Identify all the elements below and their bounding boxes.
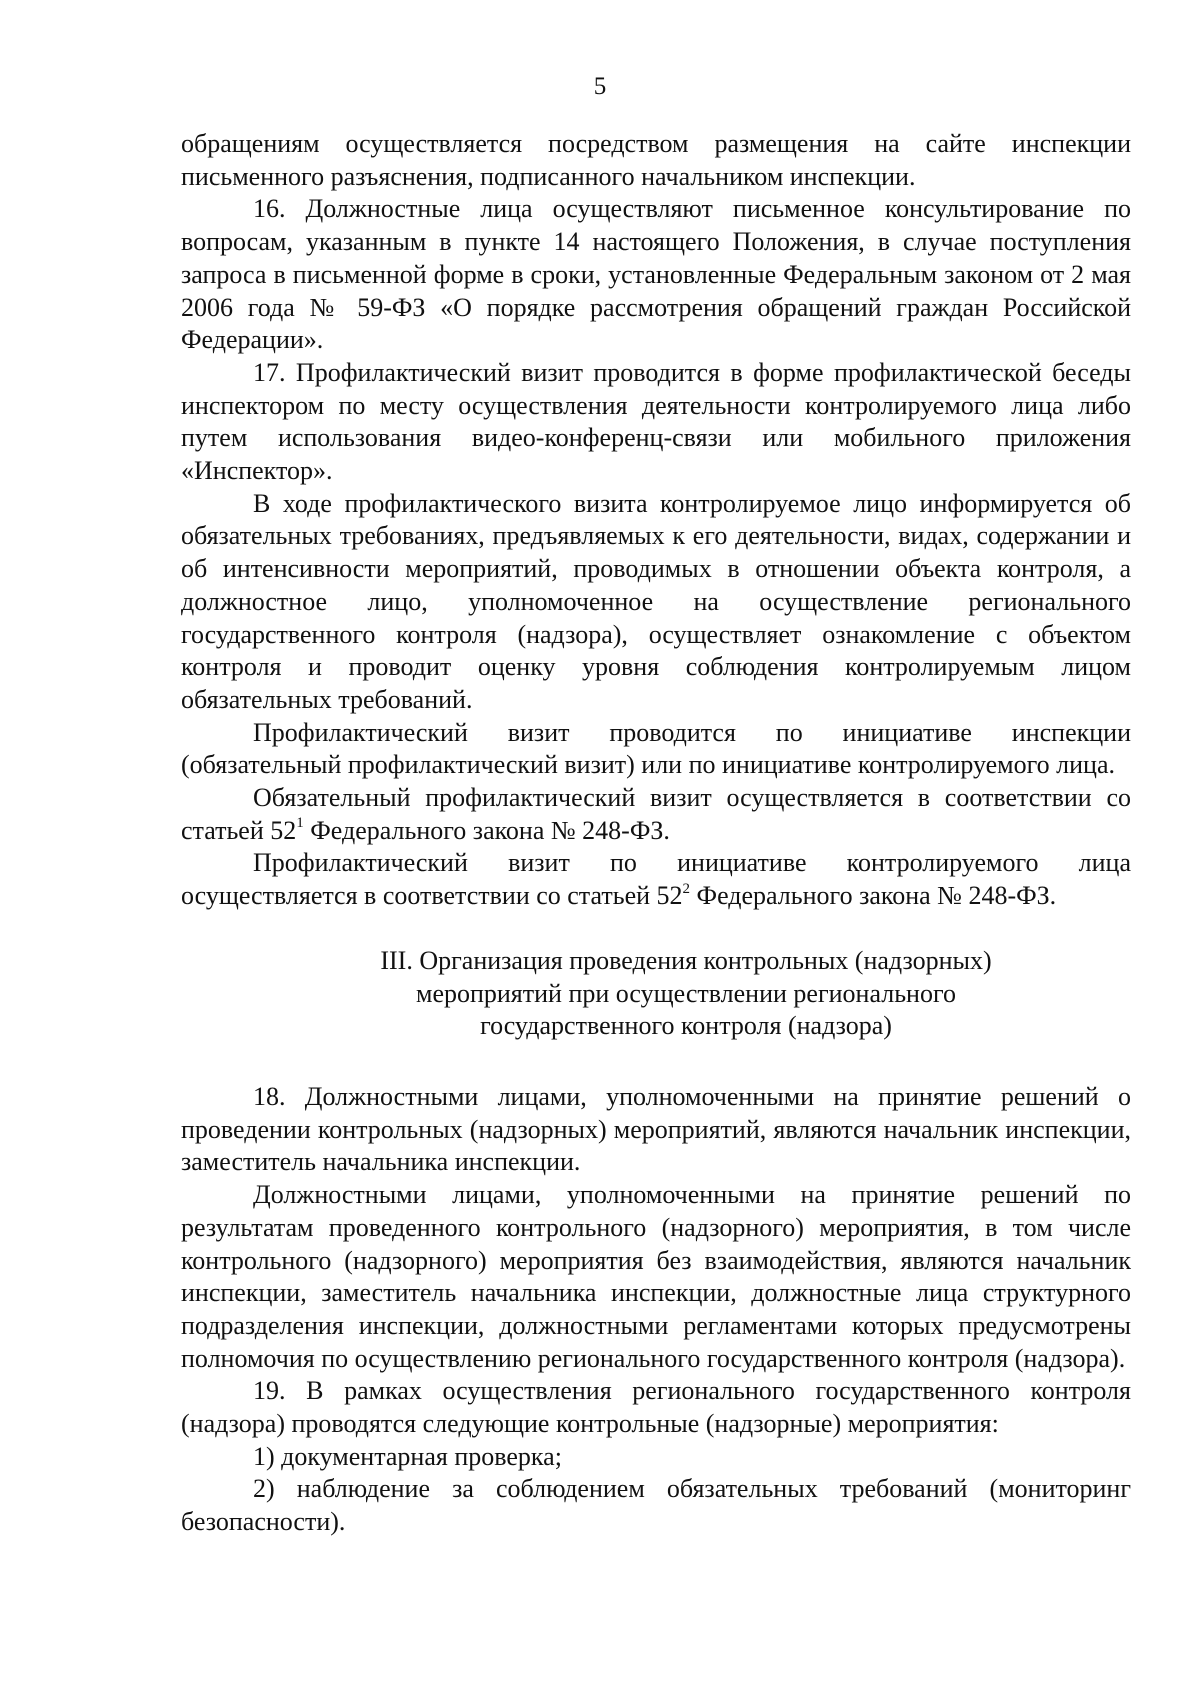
paragraph-18: 18. Должностными лицами, уполномоченными на принятие решений о проведении контрольных (надзорных) мероприятий, являются начальник инспекции, заместитель начальника инспекции. <box>181 1081 1131 1177</box>
paragraph-18-results: Должностными лицами, уполномоченными на принятие решений по результатам проведенного контрольного (надзорного) мероприятия, в том числе контрольного (надзорного) мероприятия без взаимодействия, являются начальник инспекции, заместитель начальника инспекции, должностные лица структурного подразделения инспекции, должностными регламентами которых предусмотрены полномочия по осуществлению регионального государственного контроля (надзора). <box>181 1180 1131 1373</box>
paragraph-initiative-visit <box>181 847 1131 912</box>
list-item-1: 1) документарная проверка; <box>253 1441 562 1471</box>
superscript-2: 2 <box>682 880 691 897</box>
document-body <box>181 128 1131 1539</box>
paragraph-17: 17. Профилактический визит проводится в форме профилактической беседы инспектором по месту осуществления деятельности контролируемого лица либо путем использования видео-конференц-связи или мобильного приложения «Инспектор». <box>181 357 1131 486</box>
paragraph-visit-info: В ходе профилактического визита контролируемое лицо информируется об обязательных требованиях, предъявляемых к его деятельности, видах, содержании и об интенсивности мероприятий, проводимых в отношении объекта контроля, а должностное лицо, уполномоченное на осуществление регионального государственного контроля (надзора), осуществляет ознакомление с объектом контроля и проводит оценку уровня соблюдения контролируемым лицом обязательных требований. <box>181 488 1131 714</box>
paragraph-mandatory-visit <box>181 782 1131 847</box>
paragraph-16: 16. Должностные лица осуществляют письменное консультирование по вопросам, указанным в пункте 14 настоящего Положения, в случае поступления запроса в письменной форме в сроки, установленные Федеральным законом от 2 мая 2006 года № 59-ФЗ «О порядке рассмотрения обращений граждан Российской Федерации». <box>181 194 1131 355</box>
paragraph-19: 19. В рамках осуществления регионального государственного контроля (надзора) проводятся следующие контрольные (надзорные) мероприятия: <box>181 1376 1131 1439</box>
paragraph-continuation: обращениям осуществляется посредством размещения на сайте инспекции письменного разъяснения, подписанного начальником инспекции. <box>181 129 1131 191</box>
mandatory-visit-text: Обязательный профилактический визит осуществляется в соответствии со статьей 52 <box>181 783 1131 845</box>
section-heading-line-1: III. Организация проведения контрольных (надзорных) <box>380 945 992 975</box>
section-heading-iii <box>181 945 1131 1043</box>
initiative-visit-law: Федерального закона № 248-ФЗ. <box>690 881 1057 911</box>
superscript-1: 1 <box>296 815 304 832</box>
mandatory-visit-law: Федерального закона № 248-ФЗ. <box>303 815 670 845</box>
section-heading-line-3: государственного контроля (надзора) <box>480 1011 892 1041</box>
paragraph-visit-initiative: Профилактический визит проводится по инициативе инспекции (обязательный профилактический визит) или по инициативе контролируемого лица. <box>181 717 1131 780</box>
list-item-2: 2) наблюдение за соблюдением обязательных требований (мониторинг безопасности). <box>181 1474 1131 1537</box>
page-number: 5 <box>593 73 607 100</box>
section-heading-line-2: мероприятий при осуществлении регионального <box>415 978 956 1008</box>
initiative-visit-text: Профилактический визит по инициативе контролируемого лица осуществляется в соответствии со статьей 52 <box>181 848 1131 911</box>
